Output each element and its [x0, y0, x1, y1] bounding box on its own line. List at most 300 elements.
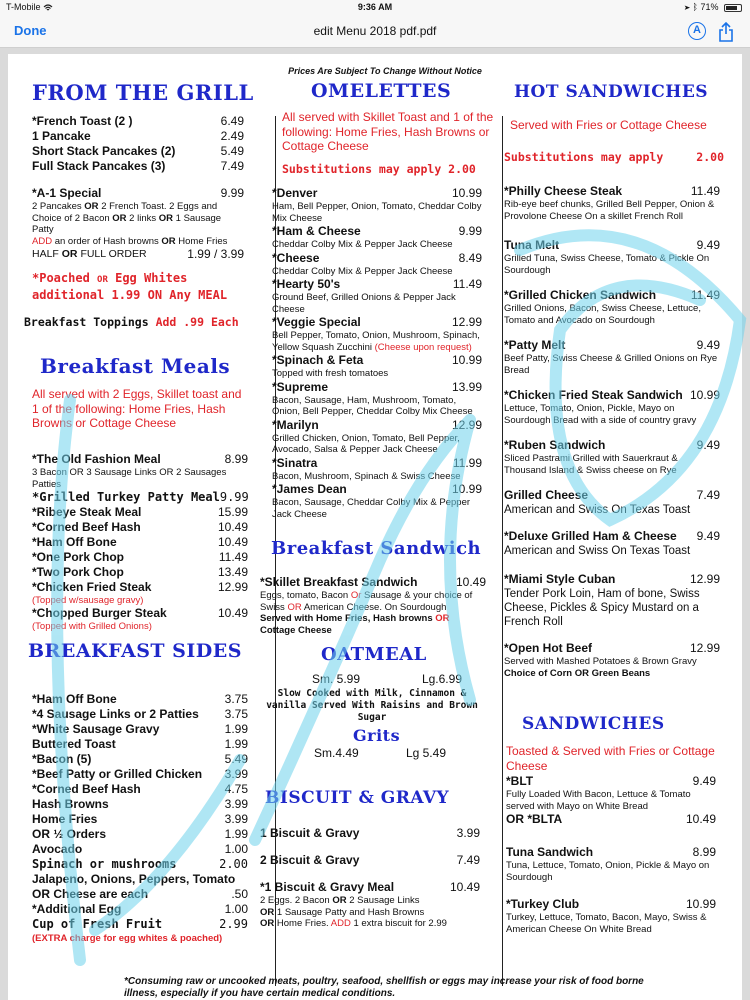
item-price: .50 — [231, 887, 248, 901]
menu-item — [32, 129, 244, 144]
item-name: *Hearty 50's — [272, 277, 341, 291]
item-name: Avocado — [32, 842, 83, 856]
oatmeal-small: Sm. 5.99 — [312, 672, 361, 686]
or-text: OR — [161, 235, 176, 247]
item-price: 7.49 — [220, 159, 244, 173]
item-name: *Corned Beef Hash — [32, 782, 141, 796]
item-desc: Served with Mashed Potatoes & Brown Gravy — [504, 656, 697, 667]
item-desc: Rib-eye beef chunks, Grilled Bell Pepper, Onion & Provolone Cheese On a skillet French Roll — [504, 199, 715, 222]
item-name: Hash Browns — [32, 797, 109, 811]
item-name: *Two Pork Chop — [32, 565, 124, 579]
food-safety-footer: *Consuming raw or uncooked meats, poultry, seafood, shellfish or eggs may increase your risk of food borne illness, especially if you have certain medical conditions. — [124, 976, 644, 999]
item-price: 10.49 — [217, 606, 248, 620]
item-name: *Ham Off Bone — [32, 535, 117, 549]
item-name: *BLT — [506, 774, 534, 788]
item-desc: Bacon, Sausage, Cheddar Colby Mix & Pepper Jack Cheese — [272, 497, 471, 520]
menu-item — [272, 186, 482, 201]
item-name: Full Stack Pancakes (3) — [32, 159, 166, 173]
item-name: *Cheese — [272, 250, 320, 265]
toppings-price: Add .99 Each — [155, 315, 239, 329]
item-price: 7.49 — [696, 488, 720, 502]
item-name: *Ham & Cheese — [272, 224, 361, 238]
pdf-viewer[interactable] — [0, 48, 750, 1000]
menu-item — [506, 897, 716, 912]
item-price: 9.49 — [696, 438, 720, 452]
menu-item — [32, 186, 244, 201]
carrier-label: T-Mobile — [6, 2, 41, 12]
menu-item — [260, 575, 486, 590]
item-name: Jalapeno, Onions, Peppers, Tomato — [32, 872, 236, 886]
item-desc: Sliced Pastrami Grilled with Sauerkraut & Thousand Island & Swiss cheese on Rye — [504, 453, 678, 476]
item-price: 12.99 — [689, 572, 720, 586]
desc-text: Bell Pepper, Tomato, Onion, Mushroom, Spinach, Yellow Squash Zucchini — [272, 330, 480, 353]
menu-item — [32, 505, 248, 520]
biscuit-list — [260, 826, 480, 930]
item-name: *Philly Cheese Steak — [504, 184, 623, 198]
desc-text: 2 Pancakes — [32, 201, 82, 212]
menu-item — [272, 418, 482, 433]
toppings-text: Breakfast Toppings — [24, 315, 149, 329]
section-title-hot-sandwiches: HOT SANDWICHES — [514, 82, 709, 102]
item-price: 7.49 — [456, 853, 480, 867]
menu-item — [504, 338, 720, 353]
item-desc: Grilled Tuna, Swiss Cheese, Tomato & Pickle On Sourdough — [504, 253, 710, 276]
status-time: 9:36 AM — [357, 2, 393, 12]
poached-text: Egg Whites — [115, 271, 188, 285]
item-price: 9.49 — [696, 338, 720, 352]
menu-item — [32, 872, 248, 887]
item-desc: Turkey, Lettuce, Tomato, Bacon, Mayo, Swiss & American Cheese On White Bread — [506, 912, 707, 935]
desc-text: 2 Sausage Links — [349, 895, 420, 906]
item-name: *Corned Beef Hash — [32, 520, 141, 534]
item-price: 8.99 — [224, 452, 248, 466]
item-name: *4 Sausage Links or 2 Patties — [32, 707, 199, 721]
menu-item — [272, 224, 482, 239]
menu-item — [32, 490, 248, 505]
menu-item — [504, 288, 720, 303]
item-name: *White Sausage Gravy — [32, 722, 160, 736]
or-text: OR — [97, 275, 108, 285]
item-price: 2.49 — [220, 129, 244, 143]
item-price: 3.99 — [224, 812, 248, 826]
item-desc: Ham, Bell Pepper, Onion, Tomato, Cheddar Colby Mix Cheese — [272, 201, 482, 224]
menu-item — [32, 550, 248, 565]
omelettes-list — [272, 186, 482, 520]
served-text: Served with Home Fries, Hash browns — [260, 613, 433, 624]
item-name: Spinach or mushrooms — [32, 857, 177, 871]
section-title-omelettes: OMELETTES — [311, 80, 452, 102]
served-text: Cottage Cheese — [260, 624, 332, 636]
menu-item — [32, 752, 248, 767]
menu-item — [504, 572, 720, 587]
item-price: 1.00 — [224, 842, 248, 856]
menu-item — [272, 353, 482, 368]
section-title-oatmeal: OATMEAL — [321, 644, 427, 665]
item-price: 9.49 — [696, 238, 720, 252]
desc-text: Home Fries — [178, 235, 228, 247]
item-name: *Ribeye Steak Meal — [32, 505, 142, 519]
section-title-sides: BREAKFAST SIDES — [28, 640, 242, 662]
item-name: OR *BLTA — [506, 812, 563, 826]
item-name: *1 Biscuit & Gravy Meal — [260, 880, 395, 894]
battery-icon — [724, 4, 742, 12]
item-name: *Sinatra — [272, 455, 318, 470]
item-name: Grilled Cheese — [504, 488, 589, 502]
item-name: *Patty Melt — [504, 338, 566, 352]
hash-addon — [32, 236, 244, 248]
item-price: 12.99 — [689, 641, 720, 655]
item-price: 1.99 — [224, 722, 248, 736]
or-text: OR — [112, 212, 127, 224]
item-price: 10.99 — [451, 186, 482, 200]
item-price: 9.99 — [219, 490, 249, 504]
item-name: *Marilyn — [272, 417, 319, 432]
section-title-grits: Grits — [353, 726, 401, 745]
item-price: 3.99 — [224, 767, 248, 781]
menu-item — [260, 880, 480, 895]
item-price: 9.49 — [692, 774, 716, 788]
item-desc: Ground Beef, Grilled Onions & Pepper Jack Cheese — [272, 292, 456, 315]
grits-small: Sm.4.49 — [314, 746, 359, 760]
menu-item — [32, 917, 248, 932]
item-price: 15.99 — [217, 505, 248, 519]
location-icon: ➤ — [684, 2, 691, 12]
menu-page — [8, 54, 742, 1000]
oatmeal-large: Lg.6.99 — [421, 672, 462, 686]
item-price: 9.99 — [458, 224, 482, 238]
oatmeal-desc: Slow Cooked with Milk, Cinnamon & vanilla Served With Raisins and Brown Sugar — [266, 688, 478, 723]
item-name: *A-1 Special — [32, 186, 102, 200]
document-title: edit Menu 2018 pdf.pdf — [313, 24, 437, 38]
item-price: 10.99 — [451, 482, 482, 496]
item-price: 3.75 — [224, 692, 248, 706]
document-navbar — [0, 16, 750, 48]
item-price: 10.49 — [685, 812, 716, 826]
or-text: OR — [435, 613, 450, 624]
item-price: 1.99 — [224, 827, 248, 841]
omelettes-served: All served with Skillet Toast and 1 of the following: Home Fries, Hash Browns or Cottage Cheese — [282, 110, 494, 153]
menu-item — [32, 114, 244, 129]
item-name: *Ham Off Bone — [32, 692, 117, 706]
item-desc: Topped with fresh tomatoes — [272, 368, 389, 379]
item-name: *James Dean — [272, 482, 347, 496]
sides-note: (EXTRA charge for egg whites & poached) — [32, 933, 223, 944]
item-price: 10.49 — [217, 535, 248, 549]
grits-large: Lg 5.49 — [405, 746, 446, 760]
menu-item — [504, 184, 720, 199]
toppings-line — [24, 315, 244, 329]
item-name: 2 Biscuit & Gravy — [260, 853, 360, 867]
grits-prices — [314, 746, 446, 760]
or-text: OR — [260, 906, 275, 918]
item-name: *Bacon (5) — [32, 752, 92, 766]
item-desc: Fully Loaded With Bacon, Lettuce & Tomato served with Mayo on White Bread — [506, 789, 691, 812]
breakfast-sandwich-block — [260, 575, 486, 636]
item-name: *One Pork Chop — [32, 550, 125, 564]
item-price: 8.49 — [458, 250, 482, 265]
item-price: 12.99 — [451, 315, 482, 329]
menu-item — [32, 842, 248, 857]
item-price: 3.99 — [456, 826, 480, 840]
menu-item — [272, 251, 482, 266]
item-name: *Grilled Turkey Patty Meal — [32, 490, 220, 504]
item-name: *Miami Style Cuban — [504, 572, 616, 586]
half-full-order — [32, 247, 244, 261]
omelettes-subs: Substitutions may apply 2.00 — [282, 162, 476, 176]
item-price: 5.49 — [220, 144, 244, 158]
item-served — [260, 613, 486, 636]
item-name: *Open Hot Beef — [504, 641, 593, 655]
item-name: Short Stack Pancakes (2) — [32, 144, 176, 158]
hot-subs — [504, 150, 724, 164]
item-desc — [260, 918, 480, 930]
menu-item — [32, 857, 248, 872]
desc-text: Sausage & your choice of Swiss — [260, 590, 473, 613]
item-desc — [260, 895, 480, 907]
item-price: 2.99 — [219, 917, 248, 931]
add-text: ADD — [330, 918, 351, 929]
item-price: 4.75 — [224, 782, 248, 796]
breakfast-meals-served: All served with 2 Eggs, Skillet toast and 1 of the following: Home Fries, Hash Browns or Cottage Cheese — [32, 387, 242, 430]
item-name: OR Cheese are each — [32, 887, 149, 901]
desc-text: 2 Eggs. 2 Bacon — [260, 895, 330, 906]
sides-list — [32, 692, 248, 946]
item-price: 5.49 — [224, 752, 248, 766]
item-price: 10.99 — [685, 897, 716, 911]
item-note: (Topped with Grilled Onions) — [32, 621, 152, 632]
oatmeal-prices — [312, 672, 462, 686]
item-name: *Additional Egg — [32, 902, 122, 916]
item-desc: Beef Patty, Swiss Cheese & Grilled Onions on Rye Bread — [504, 353, 718, 376]
item-desc: American and Swiss On Texas Toast — [504, 545, 691, 557]
item-name: *Turkey Club — [506, 897, 580, 911]
item-name: 1 Pancake — [32, 129, 91, 143]
menu-item — [506, 774, 716, 789]
sandwiches-served: Toasted & Served with Fries or Cottage Cheese — [506, 744, 715, 773]
item-price: 9.99 — [220, 186, 244, 200]
menu-item — [32, 144, 244, 159]
share-icon[interactable] — [718, 22, 736, 42]
item-price: 11.99 — [452, 455, 482, 470]
item-note: (Cheese upon request) — [374, 341, 472, 353]
menu-item — [32, 580, 248, 595]
markup-icon[interactable]: A — [688, 22, 706, 40]
menu-item — [32, 707, 248, 722]
menu-item — [260, 853, 480, 868]
item-note: (Topped w/sausage gravy) — [32, 595, 144, 606]
menu-item — [272, 315, 482, 330]
menu-item — [32, 767, 248, 782]
desc-text: 1 Sausage Patty — [32, 212, 222, 235]
item-desc — [272, 330, 482, 353]
desc-text: FULL ORDER — [80, 248, 147, 260]
item-desc: Bacon, Sausage, Ham, Mushroom, Tomato, Onion, Bell Pepper, Cheddar Colby Mix Cheese — [272, 394, 473, 417]
item-price: 6.49 — [220, 114, 244, 128]
subs-text: Substitutions may apply — [504, 150, 664, 164]
menu-item — [32, 902, 248, 917]
or-text: Or — [350, 590, 362, 601]
item-desc — [260, 907, 480, 919]
item-name: Cup of Fresh Fruit — [32, 917, 163, 931]
menu-item — [504, 529, 720, 544]
menu-item — [504, 641, 720, 656]
subs-price: 2.00 — [696, 150, 724, 164]
section-title-breakfast-meals: Breakfast Meals — [40, 354, 231, 378]
item-desc: Tuna, Lettuce, Tomato, Onion, Pickle & Mayo on Sourdough — [506, 860, 710, 883]
item-name: *Chicken Fried Steak — [32, 580, 152, 594]
or-text: OR — [260, 918, 275, 929]
item-price: 11.49 — [452, 277, 482, 291]
item-price: 11.49 — [690, 288, 720, 302]
sandwiches-list — [506, 774, 716, 935]
item-price: 10.99 — [451, 353, 482, 367]
menu-item — [32, 887, 248, 902]
price-notice: Prices Are Subject To Change Without Notice — [288, 66, 482, 76]
item-name: *Veggie Special — [272, 315, 361, 329]
item-name: *Beef Patty or Grilled Chicken — [32, 767, 203, 781]
item-desc: Grilled Onions, Bacon, Swiss Cheese, Lettuce, Tomato and Avocado on Sourdough — [504, 303, 701, 326]
column-divider — [502, 116, 503, 986]
menu-item — [260, 826, 480, 841]
item-price: 10.49 — [217, 520, 248, 534]
menu-item — [32, 520, 248, 535]
item-desc: Cheddar Colby Mix & Pepper Jack Cheese — [272, 265, 453, 277]
item-price: 3.99 — [224, 797, 248, 811]
section-title-grill: FROM THE GRILL — [32, 80, 254, 105]
menu-item — [32, 812, 248, 827]
section-title-breakfast-sandwich: Breakfast Sandwich — [271, 538, 482, 559]
item-name: *Supreme — [272, 379, 329, 394]
item-desc: American and Swiss On Texas Toast — [504, 504, 691, 516]
desc-text: 2 French Toast. 2 Eggs and Choice of 2 Bacon — [32, 201, 218, 224]
desc-text: 2 links — [129, 212, 157, 224]
menu-item — [32, 737, 248, 752]
item-desc: Grilled Chicken, Onion, Tomato, Bell Pepper, Avocado, Salsa & Pepper Jack Cheese — [272, 432, 460, 455]
item-price: 9.49 — [696, 529, 720, 543]
item-price: 12.99 — [451, 417, 482, 432]
or-text: OR — [61, 248, 78, 260]
item-price: 1.00 — [224, 902, 248, 916]
item-name: Buttered Toast — [32, 737, 116, 751]
menu-item — [272, 277, 482, 292]
menu-item — [272, 456, 482, 471]
poached-line2: additional 1.99 ON Any MEAL — [32, 288, 228, 302]
menu-item — [506, 812, 716, 827]
desc-text: Eggs, tomato, Bacon — [260, 590, 349, 601]
menu-item — [32, 722, 248, 737]
menu-item — [32, 782, 248, 797]
add-text: ADD — [32, 235, 53, 247]
menu-item — [32, 535, 248, 550]
item-name: OR ½ Orders — [32, 827, 107, 841]
poached-text: *Poached — [32, 271, 90, 285]
item-desc — [32, 201, 244, 236]
item-desc: 3 Bacon OR 3 Sausage Links OR 2 Sausages Patties — [32, 467, 227, 490]
item-desc: Bacon, Mushroom, Spinach & Swiss Cheese — [272, 470, 461, 482]
desc-text: Home Fries. — [276, 918, 329, 929]
menu-item — [32, 565, 248, 580]
item-name: *Deluxe Grilled Ham & Cheese — [504, 529, 677, 543]
menu-item — [272, 482, 482, 497]
item-desc — [260, 590, 486, 613]
item-note: Choice of Corn OR Green Beans — [504, 667, 651, 679]
menu-item — [504, 488, 720, 503]
item-price: 3.75 — [224, 707, 248, 721]
done-button[interactable]: Done — [14, 23, 47, 38]
menu-item — [504, 438, 720, 453]
menu-item — [32, 606, 248, 621]
item-name: *Skillet Breakfast Sandwich — [260, 575, 418, 589]
menu-item — [32, 692, 248, 707]
desc-text: 1 Sausage Patty and Hash Browns — [276, 906, 425, 918]
item-name: *The Old Fashion Meal — [32, 452, 161, 466]
item-price: 10.49 — [449, 880, 480, 894]
menu-item — [504, 238, 720, 253]
hot-served: Served with Fries or Cottage Cheese — [510, 118, 707, 132]
or-text: OR — [158, 212, 173, 224]
or-text: OR — [287, 601, 302, 613]
item-price: 13.49 — [217, 565, 248, 579]
battery-label: 71% — [700, 2, 719, 12]
breakfast-meals-list — [32, 452, 248, 632]
or-text: OR — [332, 895, 347, 906]
item-name: 1 Biscuit & Gravy — [260, 826, 360, 840]
item-price: 10.49 — [455, 575, 486, 589]
item-name: *French Toast (2 ) — [32, 114, 133, 128]
item-name: Tuna Sandwich — [506, 845, 594, 859]
item-price: 10.99 — [689, 388, 720, 402]
menu-item — [32, 827, 248, 842]
desc-text: HALF — [32, 248, 59, 260]
grill-list — [24, 114, 244, 329]
poached-note — [32, 271, 244, 288]
item-desc: Tender Pork Loin, Ham of bone, Swiss Cheese, Pickles & Spicy Mustard on a French Roll — [504, 588, 700, 628]
or-text: OR — [84, 201, 99, 212]
menu-item — [504, 388, 720, 403]
item-price: 11.49 — [218, 550, 248, 564]
item-name: *Chopped Burger Steak — [32, 606, 167, 620]
item-price: 2.00 — [219, 857, 248, 871]
item-name: Tuna Melt — [504, 238, 560, 252]
item-name: *Grilled Chicken Sandwich — [504, 288, 657, 302]
item-price: 13.99 — [451, 379, 482, 394]
item-name: *Denver — [272, 186, 318, 200]
menu-item — [32, 159, 244, 174]
item-price: 12.99 — [217, 580, 248, 594]
item-name: *Ruben Sandwich — [504, 438, 606, 452]
desc-text: American Cheese. On Sourdough — [303, 601, 447, 613]
desc-text: 1 extra biscuit for 2.99 — [353, 918, 447, 929]
menu-item — [506, 845, 716, 860]
item-name: *Spinach & Feta — [272, 353, 364, 367]
item-desc: Lettuce, Tomato, Onion, Pickle, Mayo on Sourdough Bread with a side of country gravy — [504, 403, 697, 426]
item-desc: Cheddar Colby Mix & Pepper Jack Cheese — [272, 239, 453, 250]
menu-item — [32, 452, 248, 467]
menu-item — [272, 380, 482, 395]
item-price: 1.99 — [224, 737, 248, 751]
item-price: 1.99 / 3.99 — [187, 247, 244, 261]
menu-item — [32, 797, 248, 812]
status-right — [685, 2, 742, 12]
section-title-sandwiches: SANDWICHES — [522, 714, 665, 734]
bluetooth-icon: ᛒ — [692, 2, 698, 12]
item-name: Home Fries — [32, 812, 98, 826]
section-title-biscuit: BISCUIT & GRAVY — [265, 788, 450, 808]
item-price: 8.99 — [692, 845, 716, 859]
hot-list — [504, 184, 720, 679]
item-name: *Chicken Fried Steak Sandwich — [504, 388, 683, 402]
item-price: 11.49 — [690, 184, 720, 198]
